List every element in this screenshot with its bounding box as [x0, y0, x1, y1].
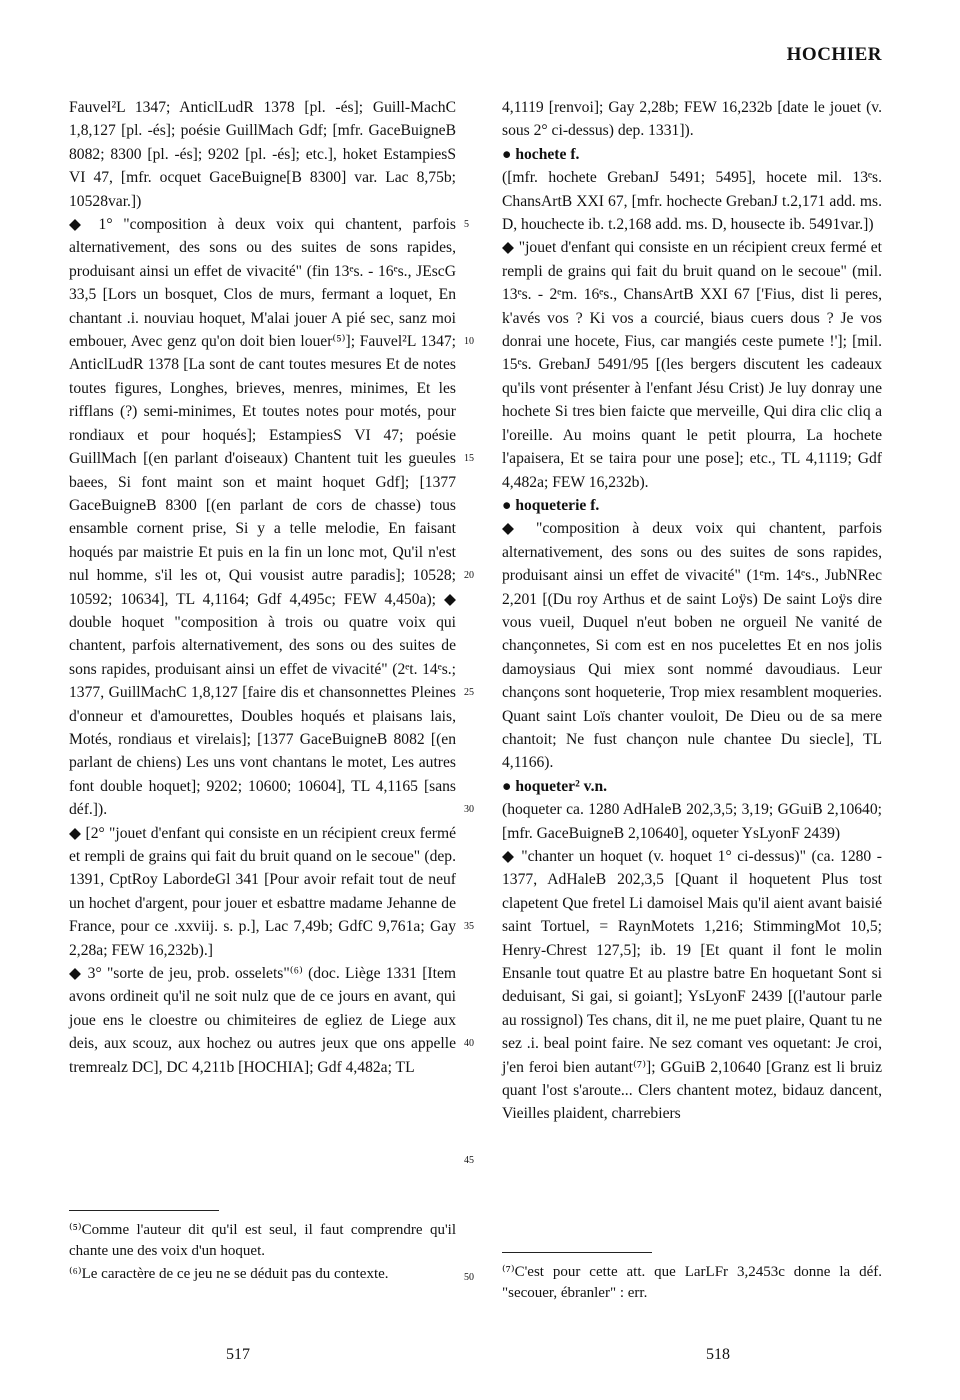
right-paragraph: ([mfr. hochete GrebanJ 5491; 5495], hocete mil. 13ᵉs. ChansArtB XXI 67, [mfr. hochecte GrebanJ t.2,171 add. ms. D, houchecte ib. t.2,168 add. ms. D, housecte ib. 5491var.])	[502, 169, 882, 234]
line-number: 10	[464, 336, 474, 347]
line-number: 45	[464, 1155, 474, 1166]
headword-hoqueter: ● hoqueter² v.n.	[502, 777, 608, 795]
left-paragraph: ◆ [2° "jouet d'enfant qui consiste en un récipient creux fermé et rempli de grains qui fait du bruit quand on le secoue" (dep. 1391, CptRoy LabordeGl 341 [Pour avoir refait tout de neuf un hochet d'argent, pour jouer et esbattre madame Jehanne de France, pour ce .xxviij. s. p.], Lac 7,49b; GdfC 9,761a; Gay 2,28a; FEW 16,232b).]	[69, 824, 456, 959]
line-number: 20	[464, 570, 474, 581]
line-number: 5	[464, 219, 469, 230]
headword-hoqueterie: ● hoqueterie f.	[502, 496, 600, 514]
line-number: 25	[464, 687, 474, 698]
right-paragraph: ◆ "jouet d'enfant qui consiste en un récipient creux fermé et rempli de grains qui fait du bruit quand on le secoue" (mil. 13ᵉs. - 2ᵉm. 16ᵉs., ChansArtB XXI 67 ['Fius, dist li peres, k'avés vos ? Ki vos a courcié, biaus cuers dous ? Je vos donrai une hocete, Fius, car mangiés ceste pumete !']; [mil. 15ᵉs. GrebanJ 5491/95 [(les bergers discutent les cadeaux qu'ils vont présenter à l'enfant Jésu Crist) Je luy donray une hochete Si tres bien faicte que merveille, Qui dira clic cliq a l'oreille. Au moins quant le petit plourra, La hochete l'apaisera, Et se taira pour une pose]; etc., TL 4,1119; Gdf 4,482a; FEW 16,232b).	[502, 239, 882, 491]
headword-hochete: ● hochete f.	[502, 145, 580, 163]
right-footnotes	[502, 1262, 882, 1304]
right-paragraph: ◆ "chanter un hoquet (v. hoquet 1° ci-dessus)" (ca. 1280 - 1377, AdHaleB 202,3,5 [Quant il hoquetent Plus tost clapetent Que fretel Li damoisel Mais qu'il aient avant baisié saint Tortuel, = RaynMotets 1,216; StimmingMot 10,5; Henry-Chrest 127,5]; ib. 19 [Et quant il font le molin Ensanle tout quatre Et au plastre batre En hoquetant Sont si deduisant, Si gai, si goiant]; YsLyonF 2439 [(l'autour parle au rossignol) Tes chans, dit il, ne me puet plaire, Quant tu ne sez .i. beal point faire. Ne sez comant ves oquetant: Je croi, j'en feroi bien autant⁽⁷⁾]; GGuiB 2,10640 [Granz est li bruiz quant l'ost s'aroute... Clers chantent motez, bidauz dancent, Vieilles plaident, charrebiers	[502, 848, 882, 1123]
line-number: 50	[464, 1272, 474, 1283]
right-column	[502, 96, 882, 1126]
right-paragraph: ◆ "composition à deux voix qui chantent, parfois alternativement, des sons ou des suites de sons rapides, produisant ainsi un effet de vivacité" (1ᵉm. 14ᵉs., JubNRec 2,201 [(Du roy Arthus et de saint Loÿs) De saint Loÿs dire vous vueil, Duquel n'eut boben ne orgueil Ne vanité de chançonnetes, Si com est en nos pucelettes Et en nos jolis damoysiaus Qui miex sont nommé davoudiaus. Leur chançons sont hoqueterie, Trop miex resamblent moqueries. Quant saint Loïs chanter vouloit, De Dieu ou de sa mere chantoit; Ne fust chançon nule chantee Du siecle], TL 4,1166).	[502, 520, 882, 772]
left-paragraph: Fauvel²L 1347; AnticlLudR 1378 [pl. -és]; Guill-MachC 1,8,127 [pl. -és]; poésie GuillMach Gdf; [mfr. GaceBuigneB 8082; 8300 [pl. -és]; 9202 [pl. -és]; etc.], hoket EstampiesS VI 47, [mfr. ocquet GaceBuigne[B 8300] var. Lac 8,75b; 10528var.])	[69, 99, 456, 210]
running-head: HOCHIER	[786, 44, 882, 65]
line-number: 35	[464, 921, 474, 932]
page-number-right: 518	[706, 1346, 730, 1363]
page-number-left: 517	[226, 1346, 250, 1363]
left-column	[69, 96, 456, 1079]
footnote-rule	[69, 1210, 219, 1211]
line-number: 15	[464, 453, 474, 464]
footnote-7: ⁽⁷⁾C'est pour cette att. que LarLFr 3,2453c donne la déf. "secouer, ébranler" : err.	[502, 1264, 882, 1301]
right-paragraph: (hoqueter ca. 1280 AdHaleB 202,3,5; 3,19; GGuiB 2,10640; [mfr. GaceBuigneB 2,10640], oqueter YsLyonF 2439)	[502, 801, 882, 842]
footnote-6: ⁽⁶⁾Le caractère de ce jeu ne se déduit pas du contexte.	[69, 1266, 389, 1282]
footnote-rule	[502, 1252, 652, 1253]
line-number: 30	[464, 804, 474, 815]
right-paragraph: 4,1119 [renvoi]; Gay 2,28b; FEW 16,232b [date le jouet (v. sous 2° ci-dessus) dep. 1331]).	[502, 99, 882, 140]
line-number: 40	[464, 1038, 474, 1049]
left-footnotes	[69, 1220, 456, 1285]
left-paragraph: ◆ 1° "composition à deux voix qui chantent, parfois alternativement, des sons ou des suites de sons rapides, produisant ainsi un effet de vivacité" (fin 13ᵉs. - 16ᵉs., JEscG 33,5 [Lors un bosquet, Clos de murs, fermant a loquet, En chantant .i. nouviau hoquet, M'alai jouer A pié sec, sanz moi embouer, Avec genz qu'on doit bien louer⁽⁵⁾]; Fauvel²L 1347; AnticlLudR 1378 [La sont de cant toutes mesures Et de notes toutes figures, Longhes, brieves, menres, minimes, Et les rifflans (?) semi-minimes, Et toutes notes pour motés, pour rondiaux et pour hoqués]; EstampiesS VI 47; poésie GuillMach [(en parlant d'oiseaux) Chantent tuit les gueules baees, Si font maint son et maint hoquet Gdf]; [1377 GaceBuigneB 8300 [(en parlant de cors de chasse) tous ensamble cornent prise, Si y a telle melodie, En faisant hoqués par maistrie Et puis en la fin un lonc mot, Qu'il n'est nul homme, s'il les ot, Qui vousist autre paradis]; 10528; 10592; 10634], TL 4,1164; Gdf 4,495c; FEW 4,450a); ◆ double hoquet "composition à trois ou quatre voix qui chantent, parfois alternativement, des sons ou des suites de sons rapides, produisant ainsi un effet de vivacité" (2ᵉt. 14ᵉs.; 1377, GuillMachC 1,8,127 [faire dis et chansonnettes Pleines d'onneur et d'amourettes, Doubles hoqués et plaisans lais, Motés, rondiaus et virelais]; [1377 GaceBuigneB 8082 [(en parlant de chiens) Les uns vont chantans le motet, Les autres font double hoquet]; 9202; 10600; 10604], TL 4,1165 [sans déf.]).	[69, 216, 456, 819]
footnote-5: ⁽⁵⁾Comme l'auteur dit qu'il est seul, il faut comprendre qu'il chante une des voix d'un hoquet.	[69, 1222, 456, 1259]
left-paragraph: ◆ 3° "sorte de jeu, prob. osselets"⁽⁶⁾ (doc. Liège 1331 [Item avons ordineit qu'il ne soit nulz que de ce jours en avant, qui joue ens le cloestre ou chimiteires de egliez de Liege aux deis, aux scouz, aux hochez ou autres jeux que ons appelle tremrealz DC], DC 4,211b [HOCHIA]; Gdf 4,482a; TL	[69, 965, 456, 1076]
